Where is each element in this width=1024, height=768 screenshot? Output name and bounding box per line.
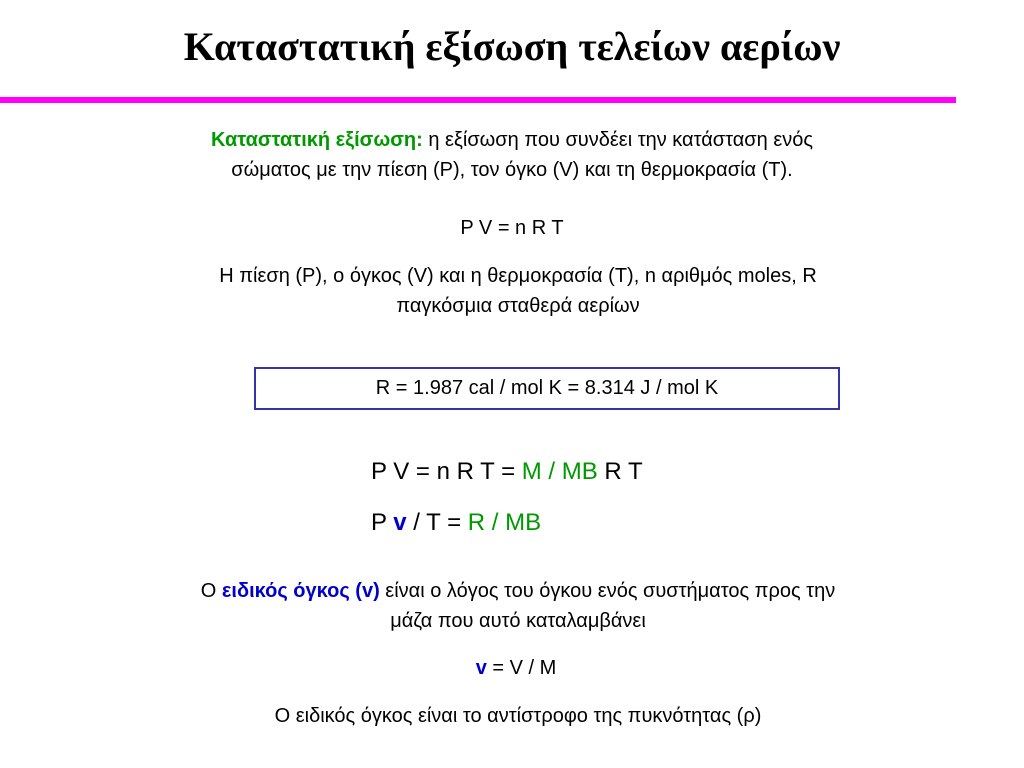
gas-constant-text: R = 1.987 cal / mol K = 8.314 J / mol K [375, 377, 719, 399]
title-divider [0, 97, 956, 103]
variables-paragraph [6, 261, 1024, 321]
specific-volume-formula [4, 653, 1024, 683]
equation2-suffix: R T [597, 458, 643, 485]
molar-mass-equation [371, 456, 643, 488]
specific-volume-line-1 [6, 576, 1024, 606]
equation3-v: v [393, 509, 407, 536]
gas-constant-box [254, 367, 840, 410]
specific-volume-term: ειδικός όγκος (v) [221, 580, 380, 602]
variables-line-1: H πίεση (P), o όγκος (V) και η θερμοκρασία (T), n αριθμός moles, R [219, 265, 817, 287]
definition-line-2: σώματος με την πίεση (P), τον όγκο (V) και τη θερμοκρασία (T). [231, 159, 793, 181]
specific-volume-prefix: O [200, 580, 222, 602]
specific-volume-equation [371, 507, 541, 539]
specific-volume-line-2: μάζα που αυτό καταλαμβάνει [390, 610, 646, 632]
definition-term: Καταστατική εξίσωση: [210, 129, 423, 151]
formula-v: v [475, 657, 487, 679]
formula-rest: = V / M [486, 657, 557, 679]
final-statement: O ειδικός όγκος είναι το αντίστροφο της πυκνότητας (ρ) [274, 705, 762, 727]
equation3-highlight: R / MB [467, 509, 542, 536]
equation2-highlight: M / MB [521, 458, 598, 485]
variables-line-2: παγκόσμια σταθερά αερίων [396, 295, 640, 317]
definition-paragraph [0, 125, 1024, 185]
equation2-prefix: P V = n R T = [371, 458, 522, 485]
definition-line-1 [0, 125, 1024, 155]
equation3-mid: / T = [406, 509, 468, 536]
specific-volume-paragraph [6, 576, 1024, 636]
ideal-gas-equation: P V = n R T [460, 217, 564, 239]
equation3-p: P [371, 509, 394, 536]
slide-title: Καταστατική εξίσωση τελείων αερίων [183, 24, 841, 69]
specific-volume-text-1: είναι ο λόγος του όγκου ενός συστήματος προς την [379, 580, 836, 602]
definition-text-1: η εξίσωση που συνδέει την κατάσταση ενός [422, 129, 813, 151]
